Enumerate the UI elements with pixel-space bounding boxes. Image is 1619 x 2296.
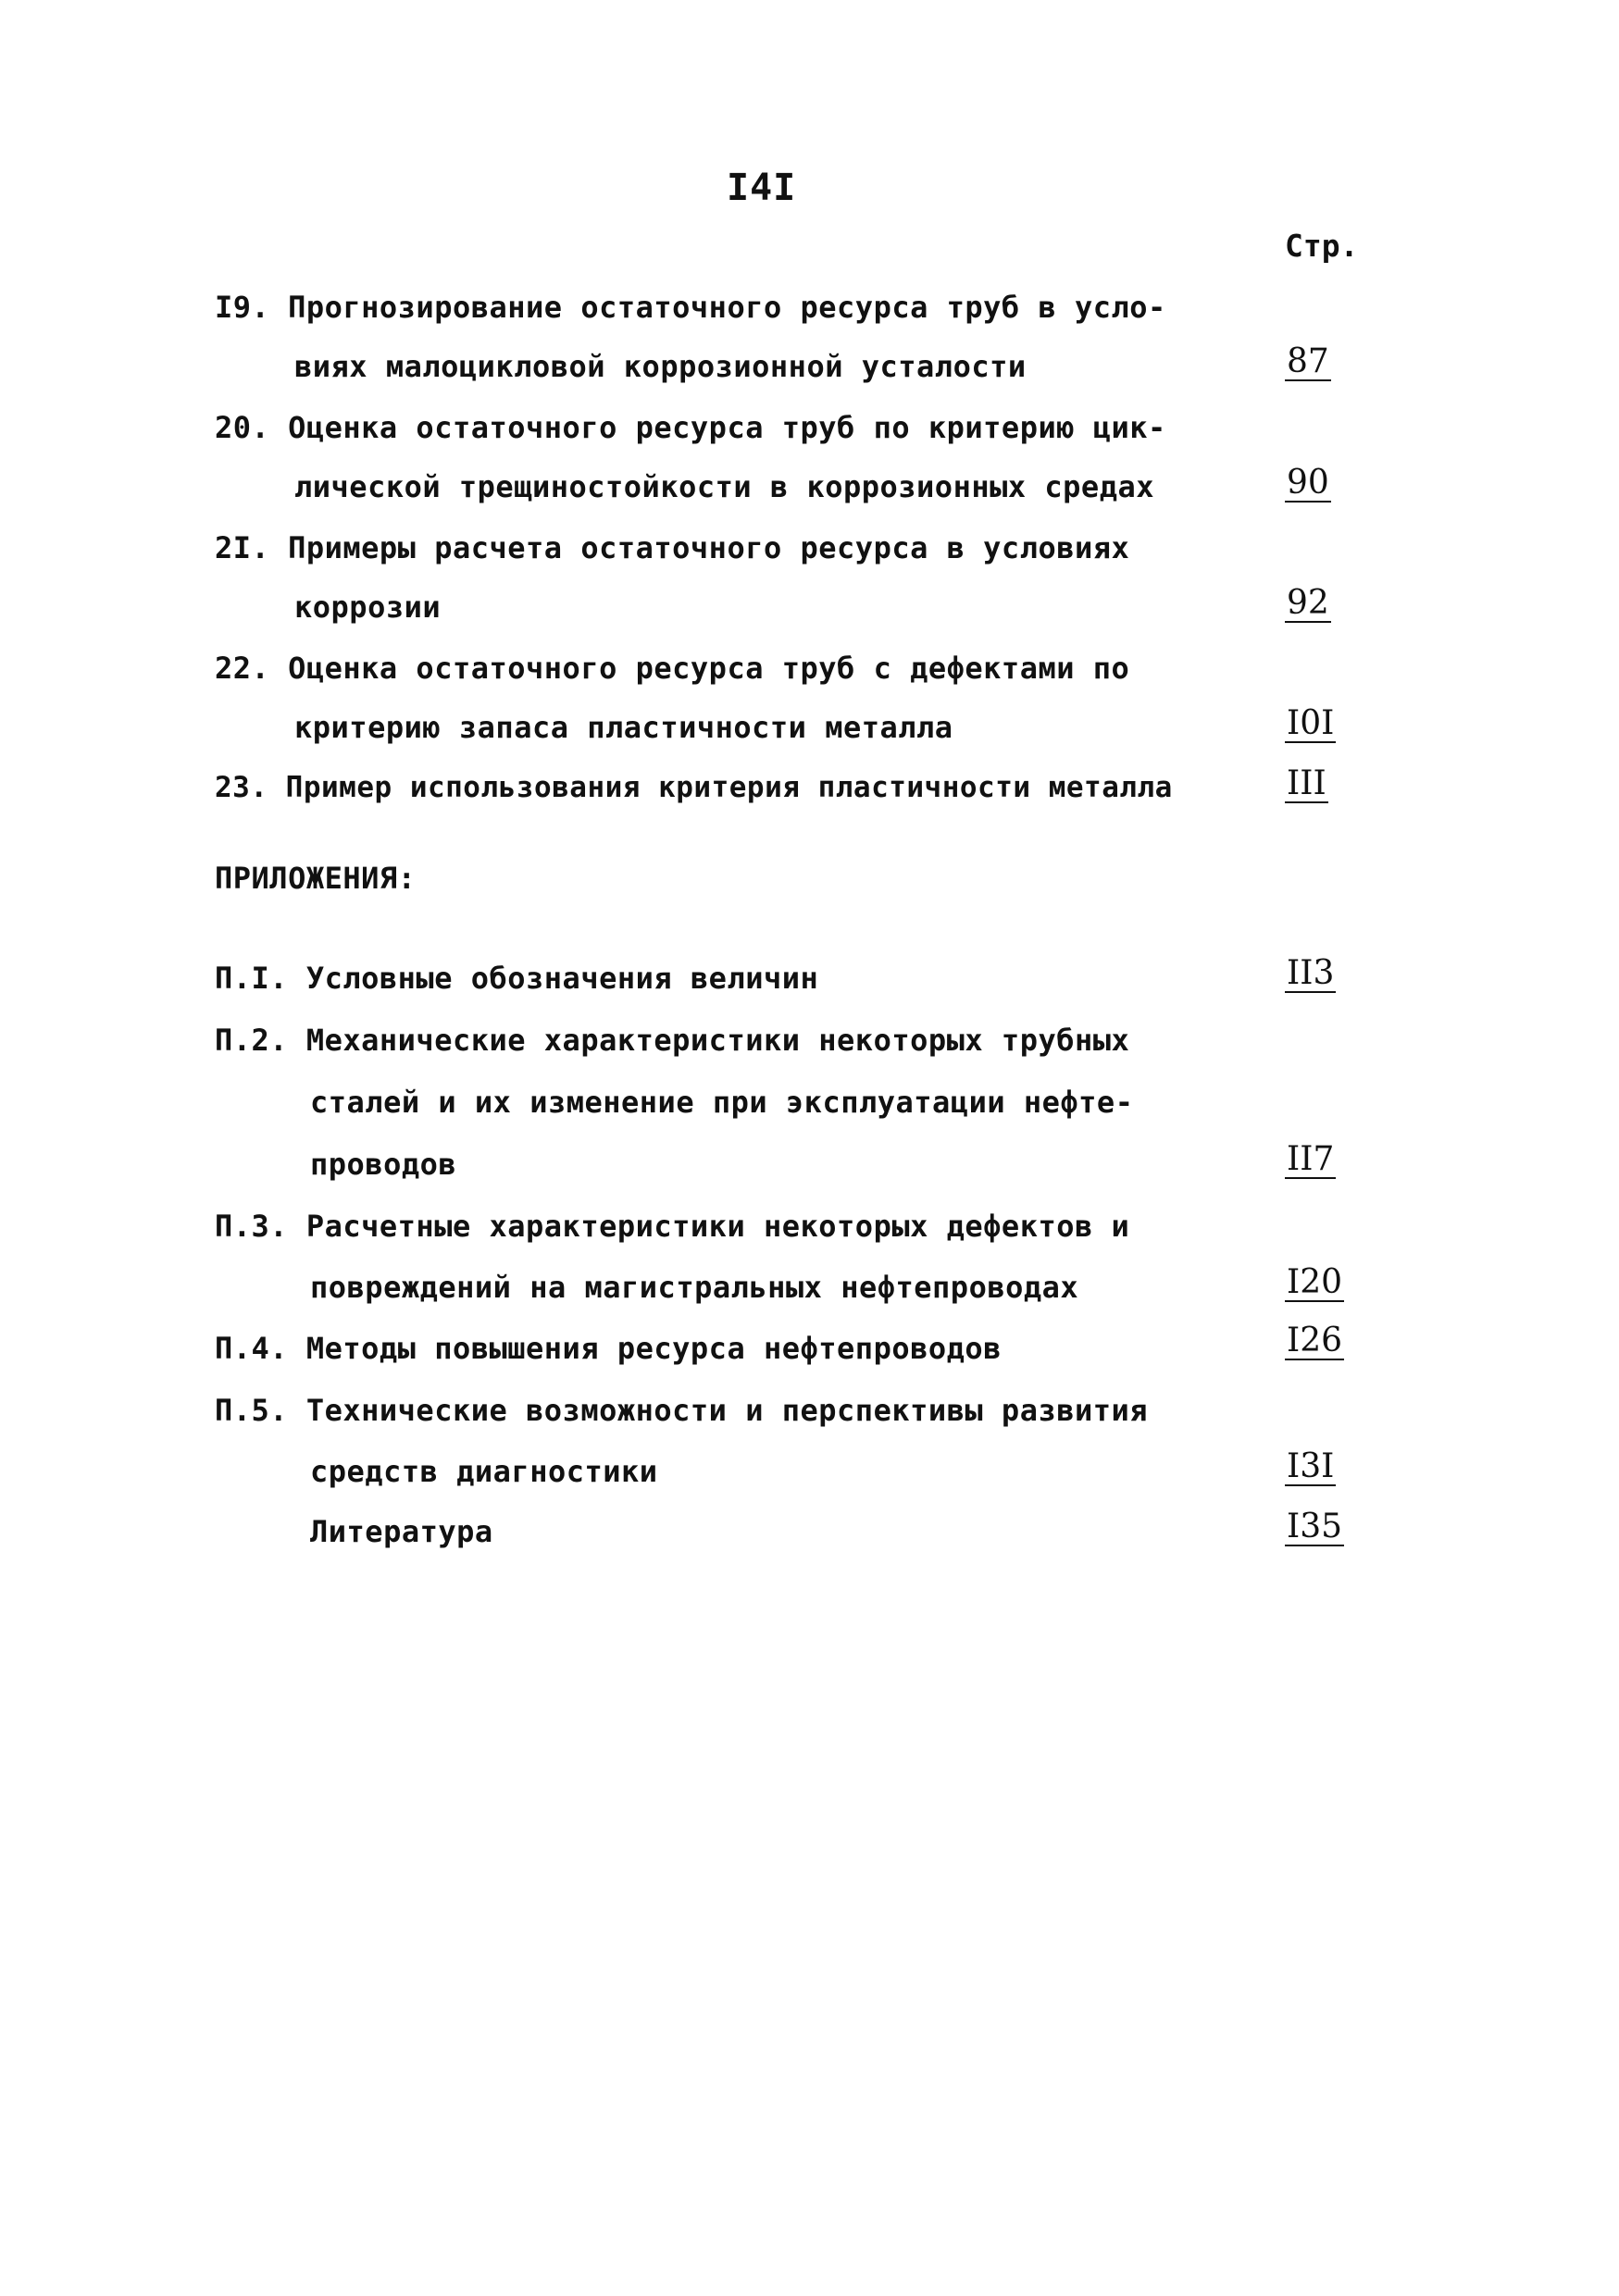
toc-entry-19-page: 87 xyxy=(1287,342,1329,380)
toc-entry-number: 2I. xyxy=(215,530,270,565)
toc-entry-20-page: 90 xyxy=(1287,464,1329,502)
appendix-number: П.I. xyxy=(215,961,289,996)
toc-entry-21-line-1 xyxy=(215,530,1129,565)
toc-entry-text: Примеры расчета остаточного ресурса в условиях xyxy=(288,530,1130,565)
appendix-number: П.2. xyxy=(215,1023,289,1058)
toc-entry-23-page: III xyxy=(1287,764,1326,802)
appendix-1-line-1 xyxy=(215,961,818,996)
toc-entry-number: 22. xyxy=(215,651,270,686)
appendix-4-line-1 xyxy=(215,1331,1002,1366)
appendix-number: П.3. xyxy=(215,1209,289,1244)
appendix-3-page: I20 xyxy=(1287,1263,1343,1301)
toc-entry-19-line-1 xyxy=(215,290,1166,325)
toc-entry-19-line-2: виях малоцикловой коррозионной усталости xyxy=(294,349,1027,384)
appendix-5-page: I3I xyxy=(1287,1447,1335,1485)
toc-entry-text: Оценка остаточного ресурса труб по критерию цик- xyxy=(288,410,1166,445)
toc-entry-22-line-1 xyxy=(215,651,1129,686)
appendix-5-line-2: средств диагностики xyxy=(310,1454,658,1489)
toc-entry-number: 23. xyxy=(215,771,268,804)
toc-entry-number: 20. xyxy=(215,410,270,445)
appendices-heading: ПРИЛОЖЕНИЯ: xyxy=(215,861,417,896)
appendix-3-line-1 xyxy=(215,1209,1129,1244)
toc-entry-22-page: I0I xyxy=(1287,704,1335,742)
toc-entry-text: Оценка остаточного ресурса труб с дефектами по xyxy=(288,651,1130,686)
appendix-text: Механические характеристики некоторых трубных xyxy=(305,1023,1130,1058)
appendix-5-line-1 xyxy=(215,1393,1148,1428)
appendix-3-line-2: повреждений на магистральных нефтепроводах xyxy=(310,1270,1079,1305)
toc-entry-number: I9. xyxy=(215,290,270,325)
toc-entry-22-line-2: критерию запаса пластичности металла xyxy=(294,710,953,745)
toc-entry-20-line-1 xyxy=(215,410,1166,445)
toc-entry-text: Пример использования критерия пластичности металла xyxy=(285,771,1173,804)
page-number: I4I xyxy=(727,167,797,209)
appendix-2-line-2: сталей и их изменение при эксплуатации нефте- xyxy=(310,1085,1134,1120)
literature-line: Литература xyxy=(310,1514,493,1549)
toc-entry-23-line-1 xyxy=(215,771,1173,804)
appendix-text: Методы повышения ресурса нефтепроводов xyxy=(305,1331,1002,1366)
toc-entry-21-line-2: коррозии xyxy=(294,590,442,625)
appendix-2-line-3: проводов xyxy=(310,1147,457,1182)
appendix-2-line-1 xyxy=(215,1023,1129,1058)
appendix-text: Расчетные характеристики некоторых дефектов и xyxy=(305,1209,1130,1244)
toc-entry-text: Прогнозирование остаточного ресурса труб в усло- xyxy=(288,290,1166,325)
toc-entry-21-page: 92 xyxy=(1287,584,1329,622)
appendix-text: Условные обозначения величин xyxy=(305,961,819,996)
appendix-text: Технические возможности и перспективы развития xyxy=(305,1393,1149,1428)
literature-page: I35 xyxy=(1287,1508,1343,1545)
appendix-4-page: I26 xyxy=(1287,1322,1343,1359)
appendix-2-page: II7 xyxy=(1287,1140,1335,1178)
appendix-number: П.5. xyxy=(215,1393,289,1428)
page-column-header: Стр. xyxy=(1285,228,1359,264)
toc-entry-20-line-2: лической трещиностойкости в коррозионных средах xyxy=(294,469,1154,504)
appendix-1-page: II3 xyxy=(1287,954,1335,992)
appendix-number: П.4. xyxy=(215,1331,289,1366)
